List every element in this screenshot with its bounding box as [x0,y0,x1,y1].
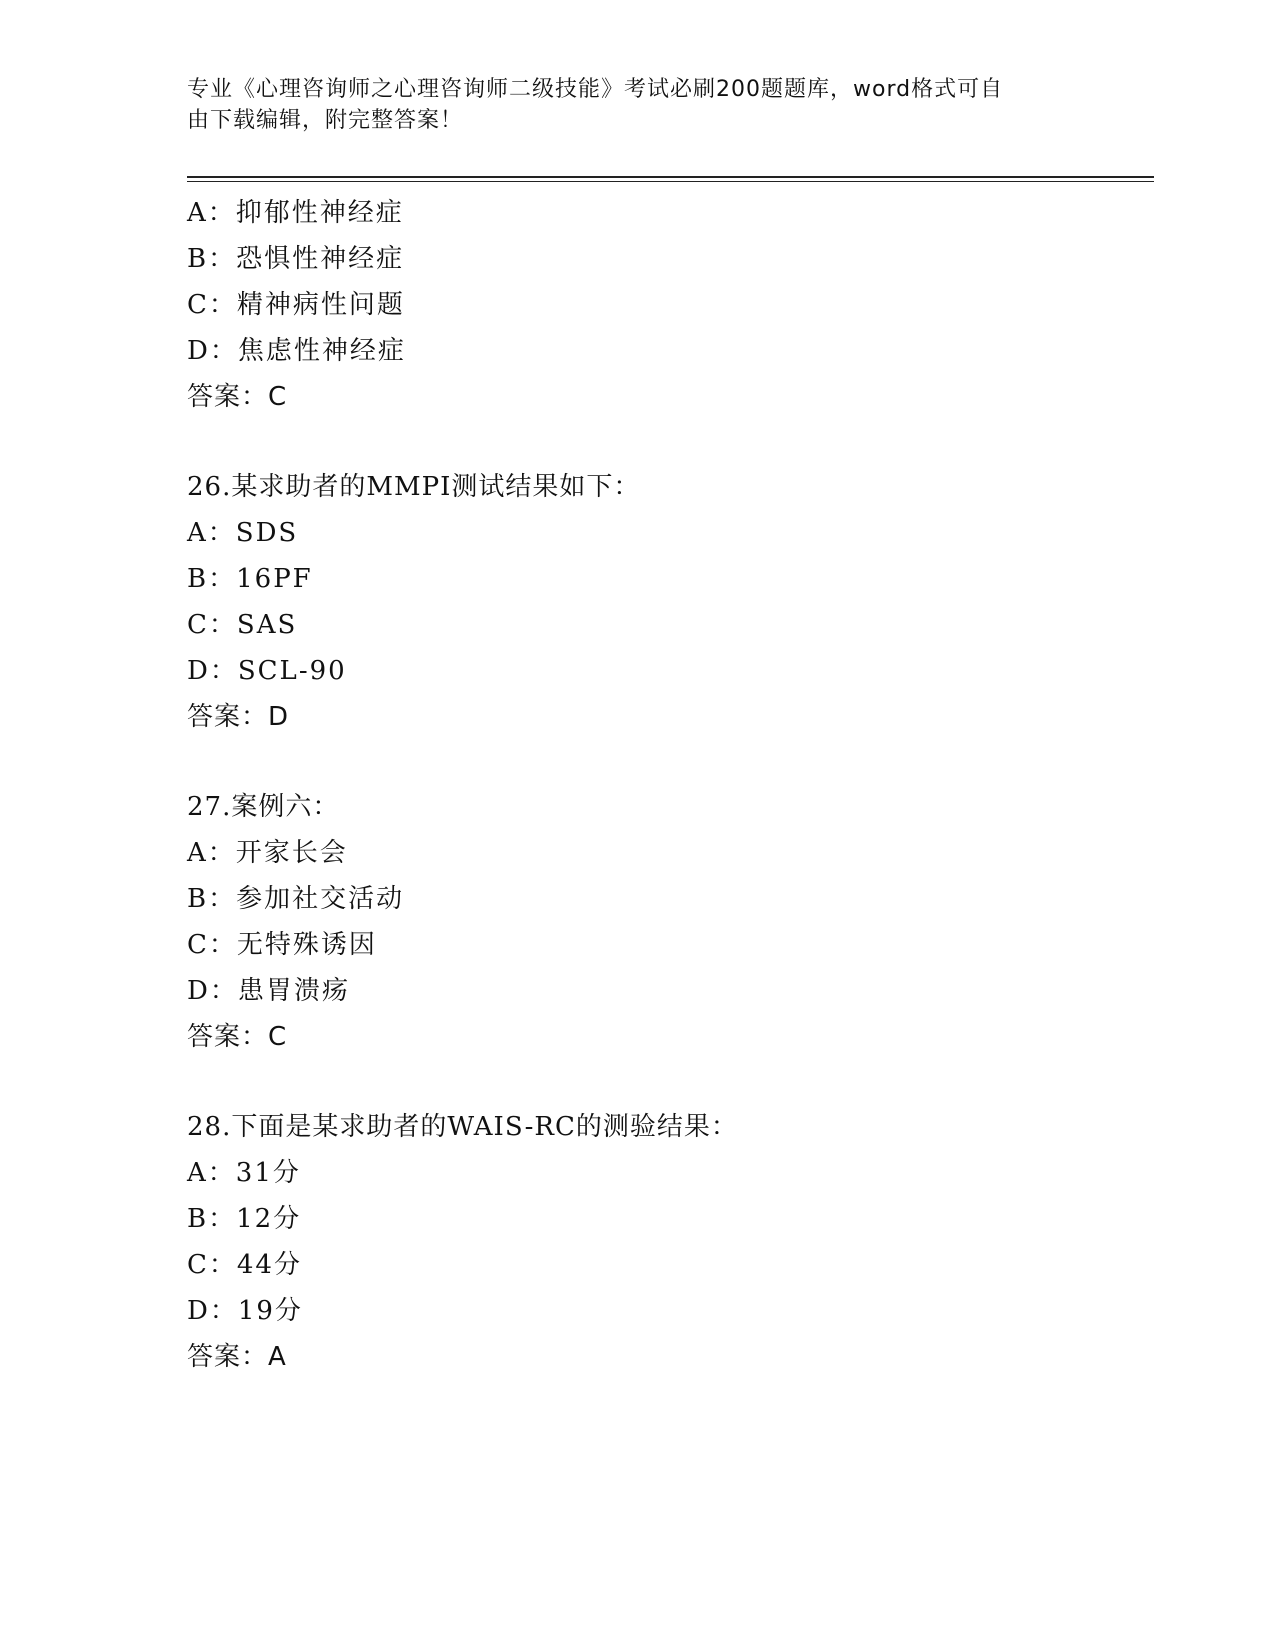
question-stem: 27.案例六： [187,792,340,822]
option-b: B：恐惧性神经症 [187,244,405,274]
document-header [187,74,1067,136]
option-d: D：焦虑性神经症 [187,336,406,366]
header-line-2: 由下载编辑，附完整答案！ [187,108,464,133]
question-stem: 28.下面是某求助者的WAIS-RC的测验结果： [187,1112,738,1142]
option-c: C：精神病性问题 [187,290,405,320]
option-d: D：19分 [187,1296,303,1326]
header-divider-top [187,176,1154,178]
spacer [187,740,1147,784]
option-c: C：44分 [187,1250,302,1280]
option-d: D：SCL-90 [187,656,347,686]
option-b: B：12分 [187,1204,302,1234]
option-c: C：无特殊诱因 [187,930,377,960]
option-b: B：16PF [187,564,313,594]
question-list [187,190,1147,1380]
header-line-1: 专业《心理咨询师之心理咨询师二级技能》考试必刷200题题库，word格式可自 [187,77,1004,102]
question-block [187,784,1147,1060]
option-a: A：抑郁性神经症 [187,198,404,228]
question-block [187,190,1147,420]
answer-line: 答案：D [187,702,290,732]
option-b: B：参加社交活动 [187,884,405,914]
answer-line: 答案：C [187,1022,288,1052]
header-divider-bottom [187,181,1154,182]
option-d: D：患胃溃疡 [187,976,350,1006]
question-block [187,1104,1147,1380]
spacer [187,420,1147,464]
option-a: A：开家长会 [187,838,348,868]
question-stem: 26.某求助者的MMPI测试结果如下： [187,472,641,502]
spacer [187,1060,1147,1104]
answer-line: 答案：C [187,382,288,412]
answer-line: 答案：A [187,1342,287,1372]
option-c: C：SAS [187,610,298,640]
option-a: A：SDS [187,518,299,548]
question-block [187,464,1147,740]
option-a: A：31分 [187,1158,301,1188]
